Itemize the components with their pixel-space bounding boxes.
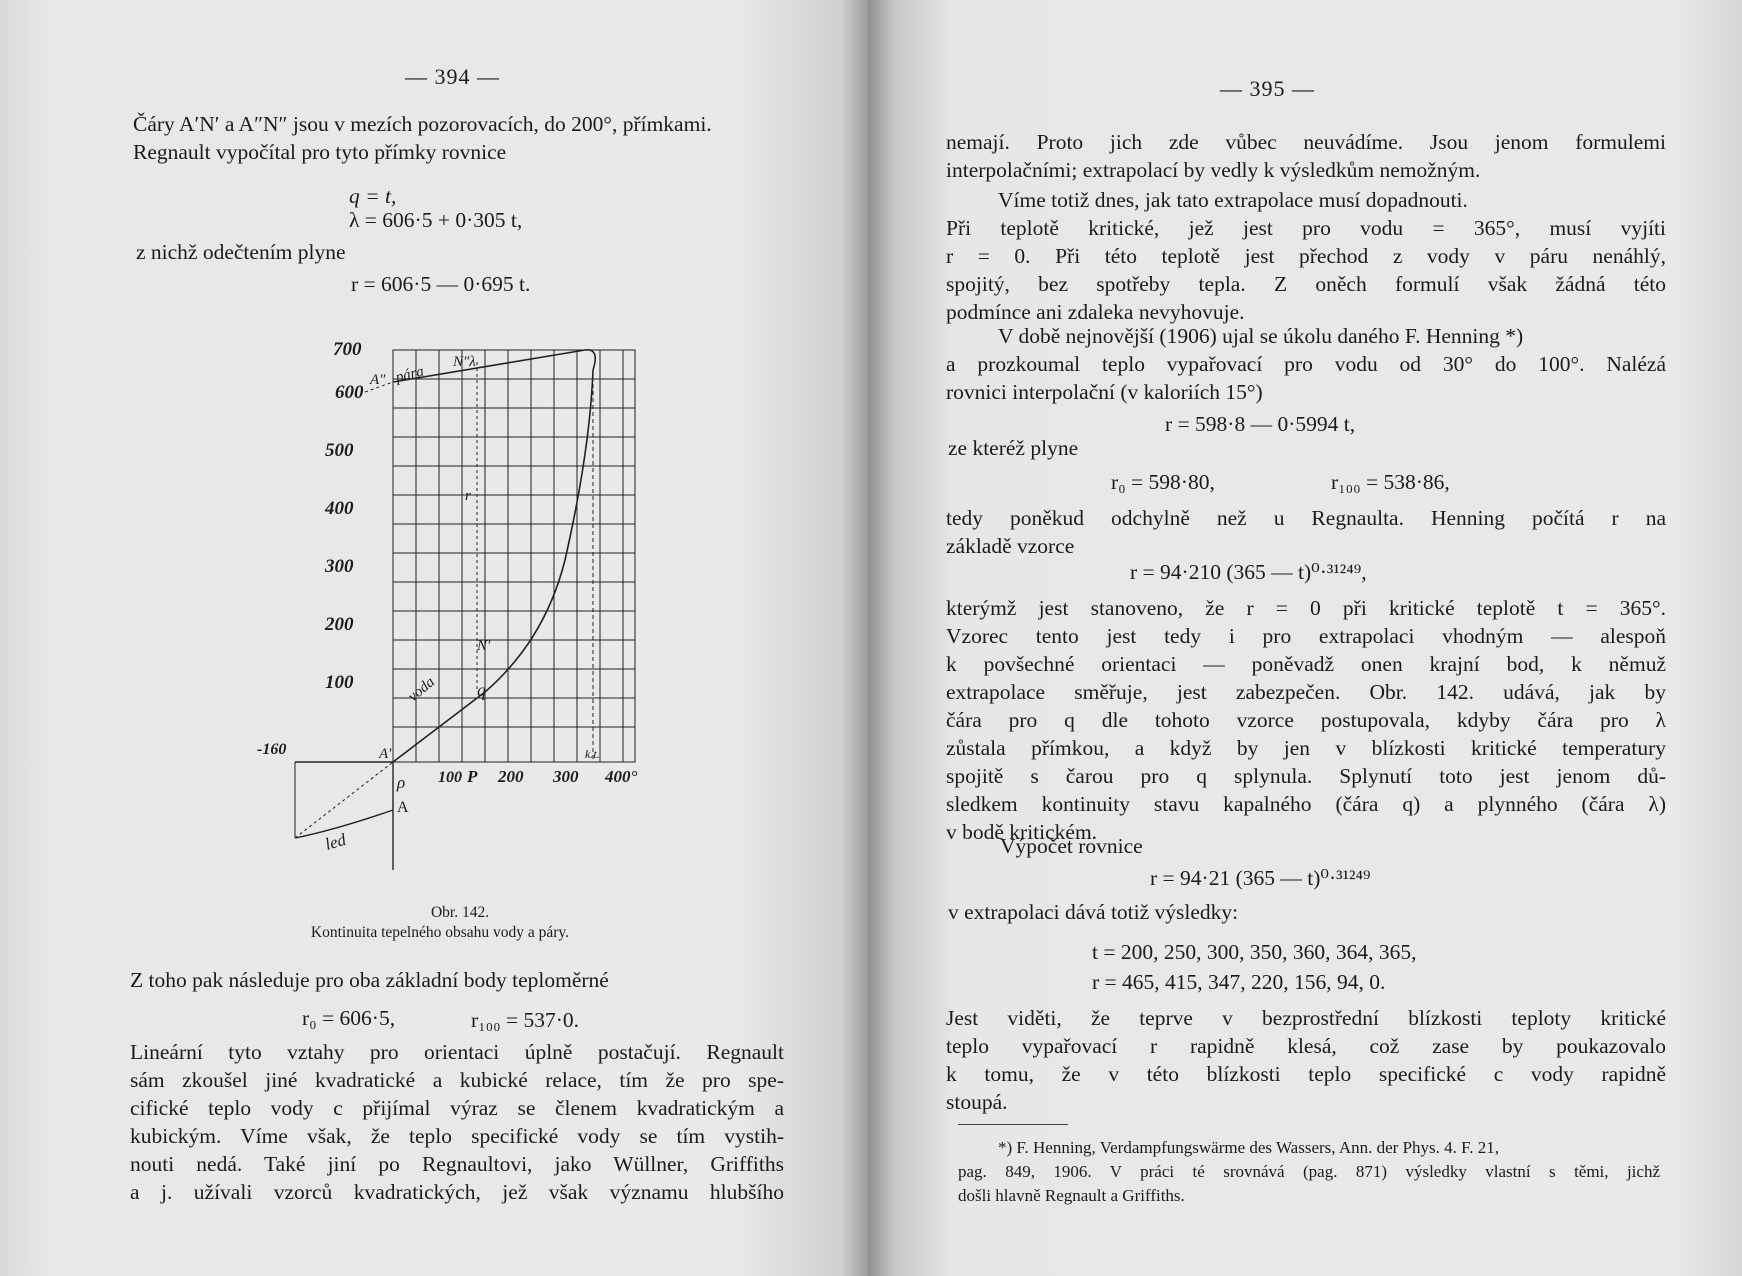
text-line: sám zkoušel jiné kvadratické a kubické relace, tím že pro spe-: [130, 1068, 784, 1092]
curve-label: N″λ: [453, 354, 476, 370]
x-tick-label: 100: [438, 769, 462, 786]
left-page: [0, 0, 868, 1276]
figure-caption-number: Obr. 142.: [430, 904, 490, 921]
text-line: podmínce ani zdaleka nevyhovuje.: [946, 300, 1245, 324]
equation: r = 94·21 (365 — t)⁰·³¹²⁴⁹: [1150, 866, 1371, 890]
equation-r0: r₀ = 606·5,: [302, 1006, 396, 1030]
paragraph: [946, 1004, 1666, 1116]
curve-label: ρ: [397, 773, 406, 792]
text-line: Regnault vypočítal pro tyto přímky rovnice: [133, 140, 507, 164]
text-line: a prozkoumal teplo vypařovací pro vodu od 30° do 100°. Nalézá: [946, 352, 1666, 376]
text-line: čára pro q dle tohoto vzorce postupovala, kdyby čára pro λ: [946, 708, 1666, 732]
x-tick-label: 200: [498, 767, 524, 786]
y-tick-label: 200: [325, 614, 354, 635]
figure-142: [255, 330, 655, 900]
equation-r100: r₁₀₀ = 538·86,: [1331, 470, 1450, 494]
y-tick-label: 700: [333, 339, 362, 360]
curve-label: led: [322, 829, 349, 854]
text-line: pag. 849, 1906. V práci té srovnává (pag. 871) výsledky vlastní s těmi, jichž: [958, 1162, 1660, 1181]
x-tick-label: 400°: [605, 767, 638, 786]
footnote-rule: [958, 1124, 1068, 1125]
x-tick-label: P: [467, 767, 478, 786]
text-line: *) F. Henning, Verdampfungswärme des Wassers, Ann. der Phys. 4. F. 21,: [998, 1138, 1499, 1157]
paragraph: [133, 110, 793, 166]
equation: r = 94·210 (365 — t)⁰·³¹²⁴⁹,: [1130, 560, 1367, 584]
paragraph: [946, 322, 1666, 406]
curve-label: voda: [405, 674, 438, 706]
text-line: r = 0. Při této teplotě jest přechod z vody v páru nenáhlý,: [946, 244, 1666, 268]
equation-q: q = t,: [349, 184, 397, 208]
curve-label: pára: [394, 363, 426, 386]
text-line: Lineární tyto vztahy pro orientaci úplně postačují. Regnault: [130, 1040, 784, 1064]
text-line: základě vzorce: [946, 534, 1075, 558]
text-line: v bodě kritickém.: [946, 820, 1098, 844]
text-line: sledkem kontinuity stavu kapalného (čára q) a plynného (čára λ): [946, 792, 1666, 816]
text-line: kubickým. Víme však, že teplo specifické vody se tím vystih-: [130, 1124, 784, 1148]
text-line: Čáry A′N′ a A″N″ jsou v mezích pozorovacích, do 200°, přímkami.: [133, 112, 712, 136]
equation-r: r = 606·5 — 0·695 t.: [351, 272, 531, 296]
text-line: spojitě s čarou pro q splynula. Splynutí toto jest jenom dů-: [946, 764, 1666, 788]
paragraph: [946, 504, 1666, 560]
curve-label: A: [397, 799, 409, 816]
y-tick-label: 100: [325, 672, 354, 693]
paragraph: [130, 1038, 784, 1206]
paragraph: [946, 594, 1666, 846]
equation: r = 598·8 — 0·5994 t,: [1165, 412, 1356, 436]
text-line: tedy poněkud odchylně než u Regnaulta. Henning počítá r na: [946, 506, 1666, 530]
text-line: k povšechné orientaci — poněvadž onen krajní bod, k němuž: [946, 652, 1666, 676]
text-line: cifické teplo vody c přijímal výraz se členem kvadratickým a: [130, 1096, 784, 1120]
y-tick-label: 300: [325, 556, 354, 577]
paragraph: [946, 128, 1666, 184]
text-line: Vzorec tento jest tedy i pro extrapolaci vhodným — alespoň: [946, 624, 1666, 648]
text-line: teplo vypařovací r rapidně klesá, což zase by poukazovalo: [946, 1034, 1666, 1058]
equation-r-values: r = 465, 415, 347, 220, 156, 94, 0.: [1092, 970, 1386, 994]
text-line: nouti nedá. Také jiní po Regnaultovi, jako Wüllner, Griffiths: [130, 1152, 784, 1176]
curve-label: N′: [477, 638, 491, 654]
text-line: nemají. Proto jich zde vůbec neuvádíme. Jsou jenom formulemi: [946, 130, 1666, 154]
text-line: kterýmž jest stanoveno, že r = 0 při kritické teplotě t = 365°.: [946, 596, 1666, 620]
equation-r100: r₁₀₀ = 537·0.: [471, 1008, 580, 1032]
right-page: [868, 0, 1742, 1276]
curve-label: k.t.: [585, 747, 600, 761]
text-line: interpolačními; extrapolací by vedly k výsledkům nemožným.: [946, 158, 1481, 182]
paragraph: [946, 186, 1666, 326]
x-tick-label: 300: [553, 767, 579, 786]
curve-label: q: [477, 680, 486, 700]
curve-label: A′: [379, 746, 392, 762]
page-number: — 394 —: [405, 64, 500, 89]
text-line: Při teplotě kritické, jež jest pro vodu = 365°, musí vyjíti: [946, 216, 1666, 240]
text-line: extrapolace směřuje, jest zabezpečen. Obr. 142. udává, jak by: [946, 680, 1666, 704]
text-line: z nichž odečtením plyne: [136, 240, 346, 264]
y-tick-label: 500: [325, 440, 354, 461]
text-line: Z toho pak následuje pro oba základní body teploměrné: [130, 968, 609, 992]
text-line: V době nejnovější (1906) ujal se úkolu daného F. Henning *): [998, 324, 1524, 348]
text-line: zůstala přímkou, a když by jen v blízkosti kritické temperatury: [946, 736, 1666, 760]
footnote: [958, 1136, 1660, 1208]
text-line: Výpočet rovnice: [1000, 834, 1143, 858]
text-line: k tomu, že v této blízkosti teplo specifické c vody rapidně: [946, 1062, 1666, 1086]
text-line: došli hlavně Regnault a Griffiths.: [958, 1186, 1185, 1205]
y-tick-label: 400: [325, 498, 354, 519]
text-line: rovnici interpolační (v kaloriích 15°): [946, 380, 1263, 404]
text-line: v extrapolaci dává totiž výsledky:: [948, 900, 1239, 924]
y-tick-label: -160: [257, 741, 287, 758]
figure-caption: Kontinuita tepelného obsahu vody a páry.: [310, 924, 570, 941]
text-line: a j. užívali vzorců kvadratických, jež však významu hlubšího: [130, 1180, 784, 1204]
page-number: — 395 —: [1220, 76, 1315, 101]
text-line: Víme totiž dnes, jak tato extrapolace musí dopadnouti.: [998, 188, 1468, 212]
equation-r0: r₀ = 598·80,: [1111, 470, 1215, 494]
text-line: Jest viděti, že teprve v bezprostřední blízkosti teploty kritické: [946, 1006, 1666, 1030]
text-line: ze kteréž plyne: [948, 436, 1079, 460]
text-line: stoupá.: [946, 1090, 1008, 1114]
y-tick-label: 600: [335, 382, 364, 403]
equation-lambda: λ = 606·5 + 0·305 t,: [349, 208, 523, 232]
equation-t-values: t = 200, 250, 300, 350, 360, 364, 365,: [1092, 940, 1417, 964]
text-line: spojitý, bez spotřeby tepla. Z oněch formulí však žádná této: [946, 272, 1666, 296]
curve-label: A″: [370, 372, 386, 388]
curve-label: r: [465, 488, 471, 504]
